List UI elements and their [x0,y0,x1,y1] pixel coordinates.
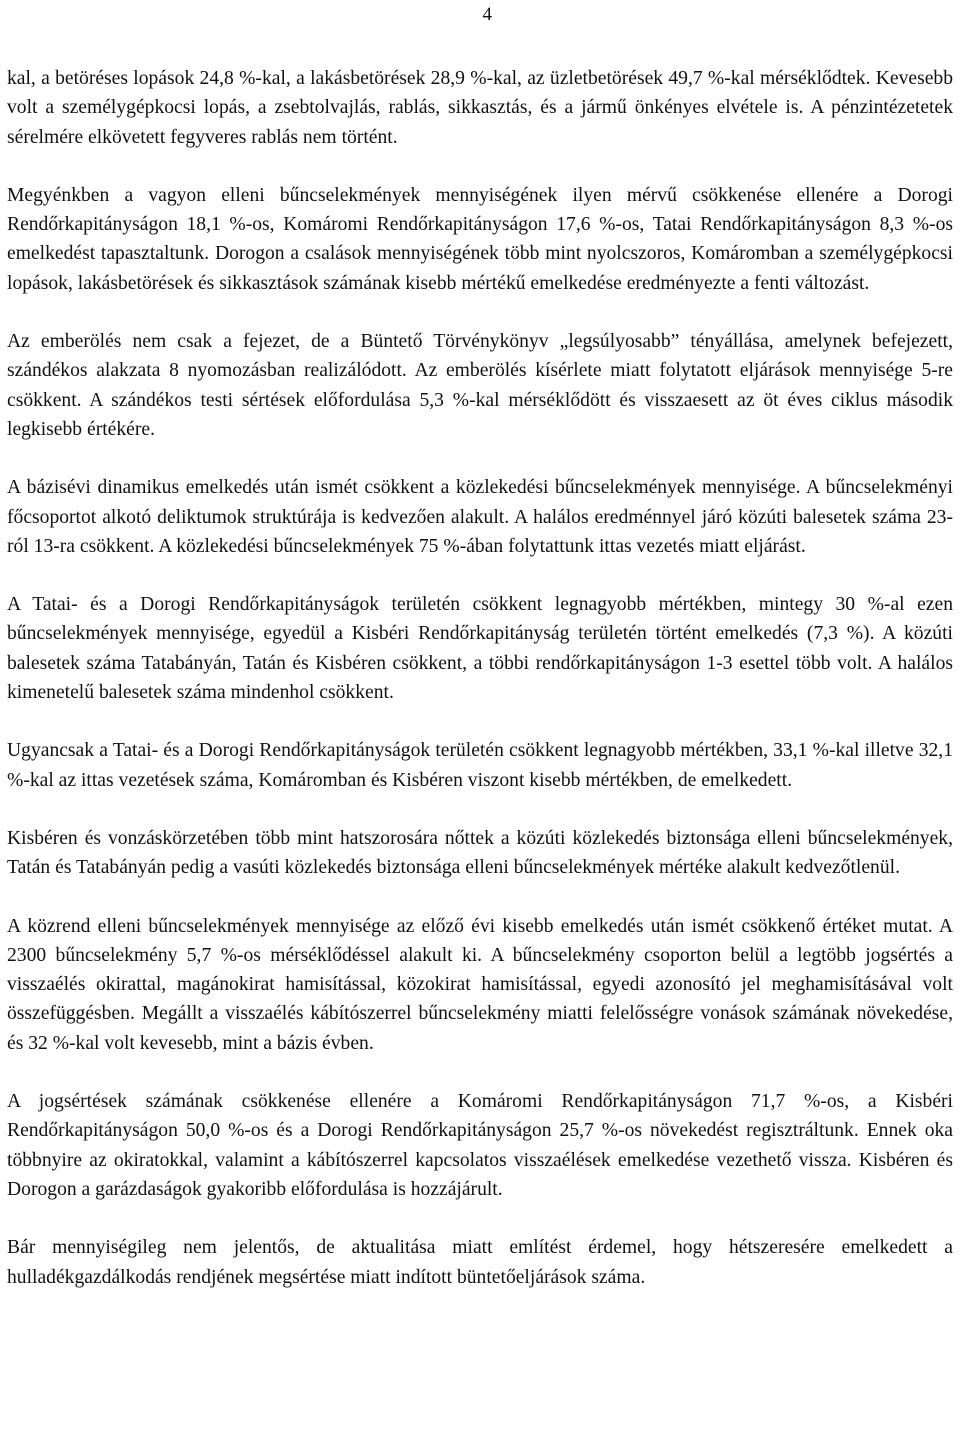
page-number: 4 [482,4,492,25]
paragraph-traffic-crimes: A bázisévi dinamikus emelkedés után ismét csökkent a közlekedési bűncselekmények mennyisége. A bűncselekményi főcsoportot alkotó deliktumok struktúrája is kedvezően alakult. A halálos eredménnyel járó közúti balesetek száma 23-ról 13-ra csökkent. A közlekedési bűncselekmények 75 %-ában folytattunk ittas vezetés miatt eljárást. [7,477,953,557]
paragraph-violations-increase: A jogsértések számának csökkenése ellenére a Komáromi Rendőrkapitányságon 71,7 %-os, a Kisbéri Rendőrkapitányságon 50,0 %-os és a Dorogi Rendőrkapitányságon 25,7 %-os növekedést regisztráltunk. Ennek oka többnyire az okiratokkal, valamint a kábítószerrel kapcsolatos visszaélések emelkedése vezethető vissza. Kisbéren és Dorogon a garázdaságok gyakoribb előfordulása is hozzájárult. [7,1091,953,1200]
paragraph-property-crime-decrease: kal, a betöréses lopások 24,8 %-kal, a lakásbetörések 28,9 %-kal, az üzletbetörések 49,7 %-kal mérséklődtek. Kevesebb volt a személygépkocsi lopás, a zsebtolvajlás, rablás, sikkasztás, és a jármű önkényes elvétele is. A pénzintézetetek sérelmére elkövetett fegyveres rablás nem történt. [7,68,953,148]
paragraph-drunk-driving: Ugyancsak a Tatai- és a Dorogi Rendőrkapitányságok területén csökkent legnagyobb mértékben, 33,1 %-kal illetve 32,1 %-kal az ittas vezetések száma, Komáromban és Kisbéren viszont kisebb mértékben, de emelkedett. [7,740,953,791]
document-body [7,64,953,1292]
paragraph-traffic-regional: A Tatai- és a Dorogi Rendőrkapitányságok területén csökkent legnagyobb mértékben, mintegy 30 %-al ezen bűncselekmények mennyisége, egyedül a Kisbéri Rendőrkapitányság területén történt emelkedés (7,3 %). A közúti balesetek száma Tatabányán, Tatán és Kisbéren csökkent, a többi rendőrkapitányságon 1-3 esettel több volt. A halálos kimenetelű balesetek száma mindenhol csökkent. [7,594,953,704]
paragraph-waste-management: Bár mennyiségileg nem jelentős, de aktualitása miatt említést érdemel, hogy hétszeresére emelkedett a hulladékgazdálkodás rendjének megsértése miatt indított büntetőeljárások száma. [7,1237,953,1288]
paragraph-kisber-transport: Kisbéren és vonzáskörzetében több mint hatszorosára nőttek a közúti közlekedés biztonsága elleni bűncselekmények, Tatán és Tatabányán pedig a vasúti közlekedés biztonsága elleni bűncselekmények mértéke alakult kedvezőtlenül. [7,827,953,879]
paragraph-homicide: Az emberölés nem csak a fejezet, de a Büntető Törvénykönyv „legsúlyosabb” tényállása, amelynek befejezett, szándékos alakzata 8 nyomozásban realizálódott. Az emberölés kísérlete miatt folytatott eljárások mennyisége 5-re csökkent. A szándékos testi sértések előfordulása 5,3 %-kal mérséklődött és visszaesett az öt éves ciklus második legkisebb értékére. [7,331,953,440]
paragraph-property-crime-regional: Megyénkben a vagyon elleni bűncselekmények mennyiségének ilyen mérvű csökkenése ellenére a Dorogi Rendőrkapitányságon 18,1 %-os, Komáromi Rendőrkapitányságon 17,6 %-os, Tatai Rendőrkapitányságon 8,3 %-os emelkedést tapasztaltunk. Dorogon a csalások mennyiségének több mint nyolcszoros, Komáromban a személygépkocsi lopások, lakásbetörések és sikkasztások számának kisebb mértékű emelkedése eredményezte a fenti változást. [7,184,953,294]
paragraph-public-order: A közrend elleni bűncselekmények mennyisége az előző évi kisebb emelkedés után ismét csökkenő értéket mutat. A 2300 bűncselekmény 5,7 %-os mérséklődéssel alakult ki. A bűncselekmény csoporton belül a legtöbb jogsértés a visszaélés okirattal, magánokirat hamisítással, közokirat hamisítással, egyedi azonosító jel meghamisításával volt összefüggésben. Megállt a visszaélés kábítószerrel bűncselekmény miatti felelősségre vonások számának növekedése, és 32 %-kal volt kevesebb, mint a bázis évben. [7,915,953,1054]
